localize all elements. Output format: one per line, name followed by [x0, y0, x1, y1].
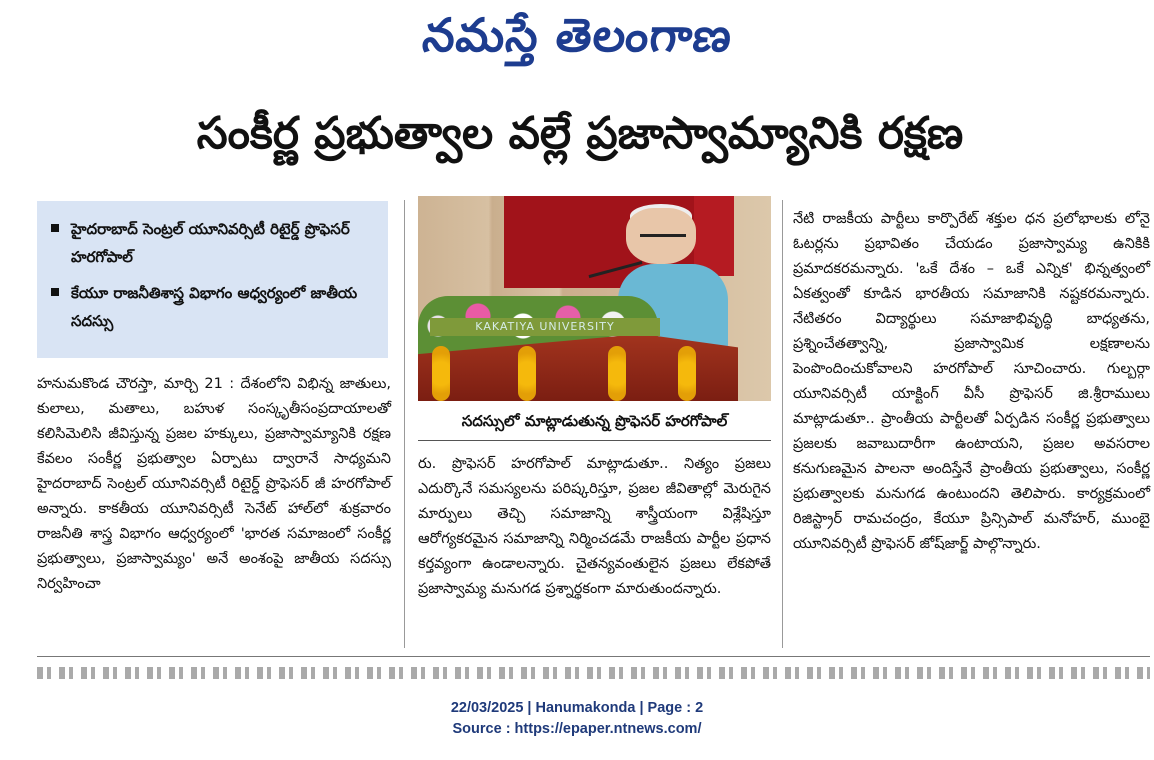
bullet-icon	[51, 224, 59, 232]
marigold-garland	[432, 346, 450, 401]
article-text: హనుమకొండ చౌరస్తా, మార్చి 21 : దేశంలోని విభిన్న జాతులు, కులాలు, మతాలు, బహుళ సంస్కృతీసంప్రదాయాలతో కలిసిమెలిసి జీవిస్తున్న ప్రజల హక్కులు, ప్రజాస్వామ్యానికి రక్షణ కేవలం సంకీర్ణ ప్రభుత్వాల ఏర్పాటు ద్వారానే సాధ్యమని హైదరాబాద్ సెంట్రల్ యూనివర్సిటీ రిటైర్డ్ ప్రొఫెసర్ జీ హరగోపాల్ అన్నారు. కాకతీయ యూనివర్సిటీ సెనేట్ హాల్‌లో శుక్రవారం రాజనీతి శాస్త్ర విభాగం ఆధ్వర్యంలో 'భారత సమాజంలో సంకీర్ణ ప్రభుత్వాలు, ప్రజాస్వామ్యం' అనే అంశంపై జాతీయ సదస్సు నిర్వహించా	[37, 376, 391, 592]
article-column-2	[418, 452, 771, 602]
highlight-text: హైదరాబాద్ సెంట్రల్ యూనివర్సిటీ రిటైర్డ్ ప్రొఫెసర్ హరగోపాల్	[71, 220, 350, 266]
article-headline: సంకీర్ణ ప్రభుత్వాల వల్లే ప్రజాస్వామ్యానికి రక్షణ	[196, 108, 964, 159]
photo-caption: సదస్సులో మాట్లాడుతున్న ప్రొఫెసర్ హరగోపాల్	[418, 402, 771, 441]
section-divider	[37, 656, 1150, 657]
page-footer	[0, 698, 1154, 740]
marigold-garland	[608, 346, 626, 401]
clipped-next-article	[37, 667, 1150, 679]
column-divider	[782, 200, 783, 648]
highlight-item	[49, 279, 376, 335]
article-column-1	[37, 372, 391, 597]
footer-source: Source : https://epaper.ntnews.com/	[452, 721, 702, 737]
marigold-garland	[678, 346, 696, 401]
article-text: రు. ప్రొఫెసర్ హరగోపాల్ మాట్లాడుతూ.. నిత్యం ప్రజలు ఎదుర్కొనే సమస్యలను పరిష్కరిస్తూ, ప్రజల జీవితాల్లో మెరుగైన మార్పులు తెచ్చి సమాజాన్ని శాస్త్రీయంగా విశ్లేషిస్తూ ఆరోగ్యకరమైన సమాజాన్ని నిర్మించడమే రాజకీయ పార్టీల ప్రధాన కర్తవ్యంగా ఉండాలన్నారు. చైతన్యవంతులైన ప్రజలు లేకపోతే ప్రజాస్వామ్య మనుగడ ప్రశ్నార్థకంగా మారుతుందన్నారు.	[418, 456, 771, 597]
highlights-box	[37, 201, 388, 358]
highlight-text: కేయూ రాజనీతిశాస్త్ర విభాగం ఆధ్వర్యంలో జాతీయ సదస్సు	[71, 284, 358, 330]
article-photo	[418, 196, 771, 401]
article-text: నేటి రాజకీయ పార్టీలు కార్పొరేట్ శక్తుల ధన ప్రలోభాలకు లోనై ఓటర్లను ప్రభావితం చేయడం ప్రజాస్వామ్య ఉనికికి ప్రమాదకరమన్నారు. 'ఒకే దేశం – ఒకే ఎన్నిక' భిన్నత్వంలో ఏకత్వంతో కూడిన భారతీయ సమాజానికి నష్టకరమన్నారు. నేటితరం విద్యార్థులు సమాజాభివృద్ధి బాధ్యతను, ప్రశ్నించేతత్వాన్ని, ప్రజాస్వామిక లక్షణాలను పెంపొందించుకోవాలని హరగోపాల్ సూచించారు. గుల్బర్గా యూనివర్సిటీ యాక్టింగ్ వీసీ ప్రొఫెసర్ జి.శ్రీరాములు మాట్లాడుతూ.. ప్రాంతీయ పార్టీలతో ఏర్పడిన సంకీర్ణ ప్రభుత్వాలు ప్రజలకు జవాబుదారీగా ఉంటాయని, ప్రజల అవసరాల కనుగుణమైన పాలనా అందిస్తేనే ప్రాంతీయ ప్రభుత్వాలు, సంకీర్ణ ప్రభుత్వాలకు మనుగడ ఉంటుందని తెలిపారు. కార్యక్రమంలో రిజిస్ట్రార్ రామచంద్రం, కేయూ ప్రిన్సిపాల్ మనోహర్, ముంబై యూనివర్సిటీ ప్రొఫెసర్ జోష్‌జార్జ్ పాల్గొన్నారు.	[793, 211, 1150, 552]
speaker-glasses	[640, 234, 686, 247]
footer-date-edition: 22/03/2025 | Hanumakonda | Page : 2	[450, 700, 704, 716]
marigold-garland	[518, 346, 536, 401]
podium-banner: KAKATIYA UNIVERSITY	[430, 318, 660, 336]
highlight-item	[49, 215, 376, 271]
bullet-icon	[51, 288, 59, 296]
newspaper-masthead: నమస్తే తెలంగాణ	[420, 8, 736, 62]
column-divider	[404, 200, 405, 648]
article-column-3	[793, 207, 1150, 557]
